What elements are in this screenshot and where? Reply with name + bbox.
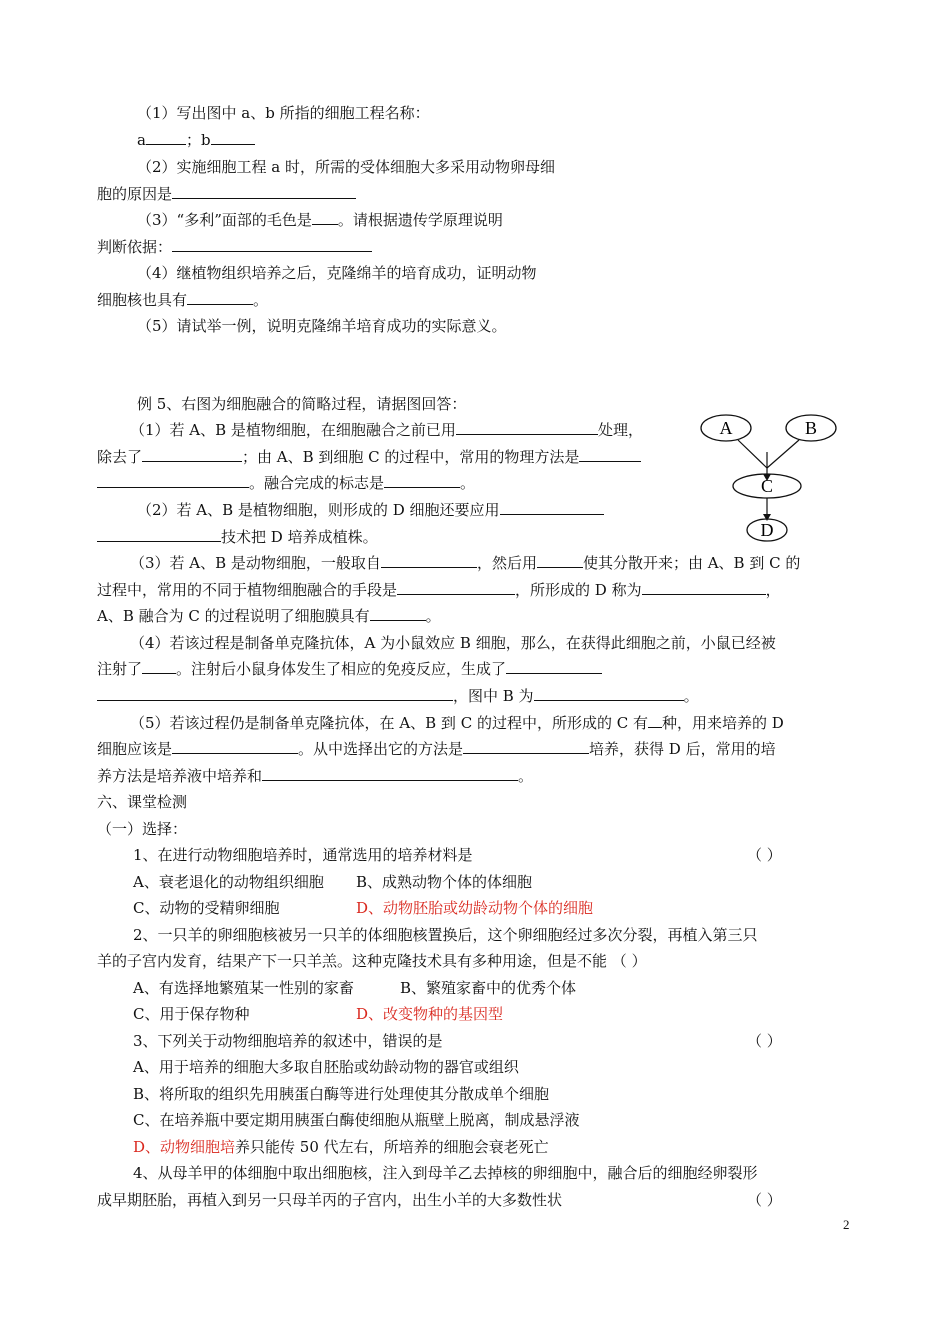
q1-option-c[interactable]: C、动物的受精卵细胞	[133, 899, 280, 917]
ex5-p5-line1: （5）若该过程仍是制备单克隆抗体，在 A、B 到 C 的过程中，所形成的 C 有 种，用来培养的 D	[130, 714, 784, 732]
cell-b-label: B	[804, 418, 818, 438]
q1-answer-paren[interactable]: （ ）	[747, 846, 782, 864]
page-number: 2	[843, 1217, 850, 1232]
q4-answer-paren[interactable]: （ ）	[747, 1191, 782, 1209]
q2-option-b[interactable]: B、繁殖家畜中的优秀个体	[400, 979, 577, 997]
connector-a	[738, 440, 767, 468]
answer-blank[interactable]	[537, 553, 583, 568]
answer-blank[interactable]	[463, 739, 589, 754]
q4-line7: （4）继植物组织培养之后，克隆绵羊的培育成功，证明动物	[137, 264, 537, 282]
answer-blank[interactable]	[211, 130, 255, 145]
q1-option-b[interactable]: B、成熟动物个体的体细胞	[356, 873, 533, 891]
section-title: 六、课堂检测	[97, 793, 188, 811]
ex5-p3-line1: （3）若 A、B 是动物细胞，一般取自 ，然后用 使其分散开来；由 A、B 到 C 的	[130, 554, 801, 572]
q3-option-b[interactable]: B、将所取的组织先用胰蛋白酶等进行处理使其分散成单个细胞	[133, 1085, 550, 1103]
answer-blank[interactable]	[142, 447, 242, 462]
connector-b	[767, 440, 799, 468]
ex5-p4-line2: 注射了 。注射后小鼠身体发生了相应的免疫反应，生成了	[97, 659, 602, 679]
q2-option-a[interactable]: A、有选择地繁殖某一性别的家畜	[133, 979, 354, 997]
answer-blank[interactable]	[534, 686, 684, 701]
ex5-p5-line3: 养方法是培养液中培养和 。	[97, 767, 534, 785]
q4-line4: 胞的原因是	[97, 184, 356, 204]
cell-d-label: D	[760, 520, 774, 540]
ex5-p1-line2: 除去了 ；由 A、B 到细胞 C 的过程中，常用的物理方法是	[97, 447, 641, 467]
cell-c-label: C	[760, 476, 774, 496]
answer-blank[interactable]	[172, 184, 356, 199]
q3-answer-paren[interactable]: （ ）	[747, 1032, 782, 1050]
answer-blank[interactable]	[142, 659, 176, 674]
answer-blank[interactable]	[381, 553, 477, 568]
cell-a-label: A	[719, 418, 733, 438]
q4-line8: 细胞核也具有 。	[97, 291, 269, 309]
ex5-p2-line1: （2）若 A、B 是植物细胞，则形成的 D 细胞还要应用	[137, 500, 604, 520]
q2-option-c[interactable]: C、用于保存物种	[133, 1005, 250, 1023]
answer-blank[interactable]	[262, 766, 518, 781]
answer-blank[interactable]	[456, 420, 598, 435]
q4-line6: 判断依据：	[97, 237, 372, 257]
q4-line2: a ；b	[137, 130, 255, 150]
q4-line3: （2）实施细胞工程 a 时，所需的受体细胞大多采用动物卵母细	[137, 158, 556, 176]
q1-option-a[interactable]: A、衰老退化的动物组织细胞	[133, 873, 324, 891]
answer-blank[interactable]	[397, 580, 515, 595]
ex5-p4-line3: ，图中 B 为 。	[97, 686, 699, 706]
q4-line5: （3）“多利”面部的毛色是 。请根据遗传学原理说明	[137, 211, 503, 229]
q2-option-d[interactable]: D、改变物种的基因型	[356, 1005, 504, 1023]
answer-blank[interactable]	[172, 739, 298, 754]
answer-blank[interactable]	[648, 713, 662, 728]
ex5-p5-line2: 细胞应该是 。从中选择出它的方法是 培养，获得 D 后，常用的培	[97, 740, 776, 758]
ex5-p3-line3: A、B 融合为 C 的过程说明了细胞膜具有 。	[97, 607, 441, 625]
subsection-title: （一）选择：	[97, 820, 188, 838]
q4-stem-line1: 4、从母羊甲的体细胞中取出细胞核，注入到母羊乙去掉核的卵细胞中，融合后的细胞经卵裂形	[133, 1164, 758, 1182]
q3-option-a[interactable]: A、用于培养的细胞大多取自胚胎或幼龄动物的器官或组织	[133, 1058, 519, 1076]
answer-blank[interactable]	[97, 686, 453, 701]
answer-blank[interactable]	[312, 210, 338, 225]
q1-option-d[interactable]: D、动物胚胎或幼龄动物个体的细胞	[356, 899, 594, 917]
q3-stem: 3、下列关于动物细胞培养的叙述中，错误的是	[133, 1032, 443, 1050]
ex5-p3-line2: 过程中，常用的不同于植物细胞融合的手段是 ，所形成的 D 称为 ，	[97, 581, 781, 599]
q4-line1: （1）写出图中 a、b 所指的细胞工程名称：	[137, 104, 430, 122]
q2-stem-line1: 2、一只羊的卵细胞核被另一只羊的体细胞核置换后，这个卵细胞经过多次分裂，再植入第三只	[133, 926, 758, 944]
answer-blank[interactable]	[187, 290, 253, 305]
ex5-p1-line1: （1）若 A、B 是植物细胞，在细胞融合之前已用 处理，	[130, 421, 643, 439]
ex5-intro: 例 5、右图为细胞融合的简略过程，请据图回答：	[137, 395, 467, 413]
answer-blank[interactable]	[97, 527, 221, 542]
answer-blank[interactable]	[146, 130, 186, 145]
q4-line9: （5）请试举一例，说明克隆绵羊培育成功的实际意义。	[137, 317, 507, 335]
q3-option-c[interactable]: C、在培养瓶中要定期用胰蛋白酶使细胞从瓶壁上脱离，制成悬浮液	[133, 1111, 580, 1129]
q3-option-d[interactable]: D、动物细胞培养只能传 50 代左右，所培养的细胞会衰老死亡	[133, 1138, 549, 1156]
ex5-p4-line1: （4）若该过程是制备单克隆抗体，A 为小鼠效应 B 细胞，那么，在获得此细胞之前，小鼠已经被	[130, 634, 776, 652]
answer-blank[interactable]	[172, 237, 372, 252]
q1-stem: 1、在进行动物细胞培养时，通常选用的培养材料是	[133, 846, 473, 864]
answer-blank[interactable]	[97, 473, 249, 488]
answer-blank[interactable]	[579, 447, 641, 462]
q2-stem-line2: 羊的子宫内发育，结果产下一只羊羔。这种克隆技术具有多种用途，但是不能 （ ）	[97, 952, 647, 970]
answer-blank[interactable]	[642, 580, 766, 595]
answer-blank[interactable]	[500, 500, 604, 515]
answer-blank[interactable]	[370, 606, 426, 621]
ex5-p2-line2: 技术把 D 培养成植株。	[97, 527, 378, 547]
answer-blank[interactable]	[506, 659, 602, 674]
ex5-p1-line3: 。融合完成的标志是 。	[97, 473, 475, 493]
q4-stem-line2: 成早期胚胎，再植入到另一只母羊丙的子宫内，出生小羊的大多数性状	[97, 1191, 563, 1209]
cell-fusion-diagram	[698, 410, 838, 550]
q2-answer-paren[interactable]: （ ）	[611, 952, 647, 970]
answer-blank[interactable]	[384, 473, 460, 488]
